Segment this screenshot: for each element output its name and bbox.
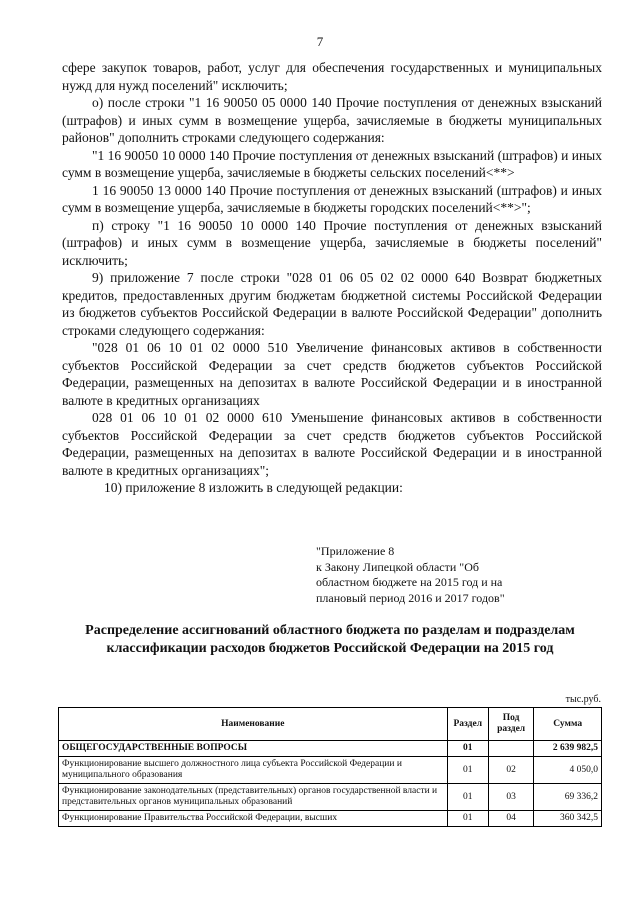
budget-table bbox=[58, 707, 602, 827]
row-name: Функционирование высшего должностного лица субъекта Российской Федерации и муниципального образования bbox=[59, 757, 448, 784]
row-name: ОБЩЕГОСУДАРСТВЕННЫЕ ВОПРОСЫ bbox=[59, 741, 448, 757]
row-subsection: 04 bbox=[488, 811, 533, 827]
table-title: Распределение ассигнований областного бюджета по разделам и подразделам классификации расходов бюджетов Российской Федерации на 2015 год bbox=[85, 623, 575, 656]
paragraph: 9) приложение 7 после строки "028 01 06 05 02 02 0000 640 Возврат бюджетных кредитов, предоставленных другим бюджетам бюджетной системы Российской Федерации из бюджетов субъектов Российской Федерации в валюте Российской Федерации" дополнить строками следующего содержания: bbox=[62, 270, 602, 338]
appendix-line: плановый период 2016 и 2017 годов" bbox=[316, 590, 505, 605]
row-section: 01 bbox=[447, 811, 488, 827]
header-section: Раздел bbox=[447, 708, 488, 741]
row-name: Функционирование Правительства Российской Федерации, высших bbox=[59, 811, 448, 827]
row-subsection: 02 bbox=[488, 757, 533, 784]
header-name: Наименование bbox=[59, 708, 448, 741]
row-subsection bbox=[488, 741, 533, 757]
row-section: 01 bbox=[447, 757, 488, 784]
table-row bbox=[59, 811, 602, 827]
appendix-line: к Закону Липецкой области "Об bbox=[316, 559, 479, 574]
row-section: 01 bbox=[447, 741, 488, 757]
paragraph: "028 01 06 10 01 02 0000 510 Увеличение финансовых активов в собственности субъектов Российской Федерации за счет средств бюджетов субъектов Российской Федерации, размещенных на депозитах в валюте Российской Федерации и в иностранной валюте в кредитных организациях bbox=[62, 340, 602, 408]
page-number: 7 bbox=[316, 34, 324, 49]
table-row bbox=[59, 757, 602, 784]
paragraph: о) после строки "1 16 90050 05 0000 140 Прочие поступления от денежных взысканий (штрафов) и иных сумм в возмещение ущерба, зачисляемые в бюджеты муниципальных районов" дополнить строками следующего содержания: bbox=[62, 95, 602, 145]
unit-label: тыс.руб. bbox=[565, 694, 601, 705]
appendix-header bbox=[316, 544, 556, 606]
row-sum: 69 336,2 bbox=[534, 784, 602, 811]
header-sum: Сумма bbox=[534, 708, 602, 741]
row-name: Функционирование законодательных (представительных) органов государственной власти и представительных органов муниципальных образований bbox=[59, 784, 448, 811]
row-section: 01 bbox=[447, 784, 488, 811]
paragraph: 10) приложение 8 изложить в следующей редакции: bbox=[104, 480, 403, 495]
appendix-line: областном бюджете на 2015 год и на bbox=[316, 575, 503, 589]
row-sum: 4 050,0 bbox=[534, 757, 602, 784]
table-row bbox=[59, 784, 602, 811]
paragraph: сфере закупок товаров, работ, услуг для обеспечения государственных и муниципальных нужд для нужд поселений" исключить; bbox=[62, 60, 602, 93]
paragraph: п) строку "1 16 90050 10 0000 140 Прочие поступления от денежных взысканий (штрафов) и иных сумм в возмещение ущерба, зачисляемые в бюджеты поселений" исключить; bbox=[62, 217, 602, 268]
document-body bbox=[62, 59, 602, 497]
header-subsection: Под раздел bbox=[488, 708, 533, 741]
appendix-line: "Приложение 8 bbox=[316, 544, 395, 558]
table-row bbox=[59, 741, 602, 757]
paragraph: "1 16 90050 10 0000 140 Прочие поступления от денежных взысканий (штрафов) и иных сумм в возмещение ущерба, зачисляемые в бюджеты сельских поселений<**> bbox=[62, 147, 602, 180]
paragraph: 028 01 06 10 01 02 0000 610 Уменьшение финансовых активов в собственности субъектов Российской Федерации за счет средств бюджетов субъектов Российской Федерации, размещенных на депозитах в валюте Российской Федерации и в иностранной валюте в кредитных организациях"; bbox=[62, 410, 602, 478]
row-subsection: 03 bbox=[488, 784, 533, 811]
table-header-row bbox=[59, 708, 602, 741]
row-sum: 360 342,5 bbox=[534, 811, 602, 827]
row-sum: 2 639 982,5 bbox=[534, 741, 602, 757]
paragraph: 1 16 90050 13 0000 140 Прочие поступления от денежных взысканий (штрафов) и иных сумм в возмещение ущерба, зачисляемые в бюджеты городских поселений<**>"; bbox=[62, 182, 602, 215]
